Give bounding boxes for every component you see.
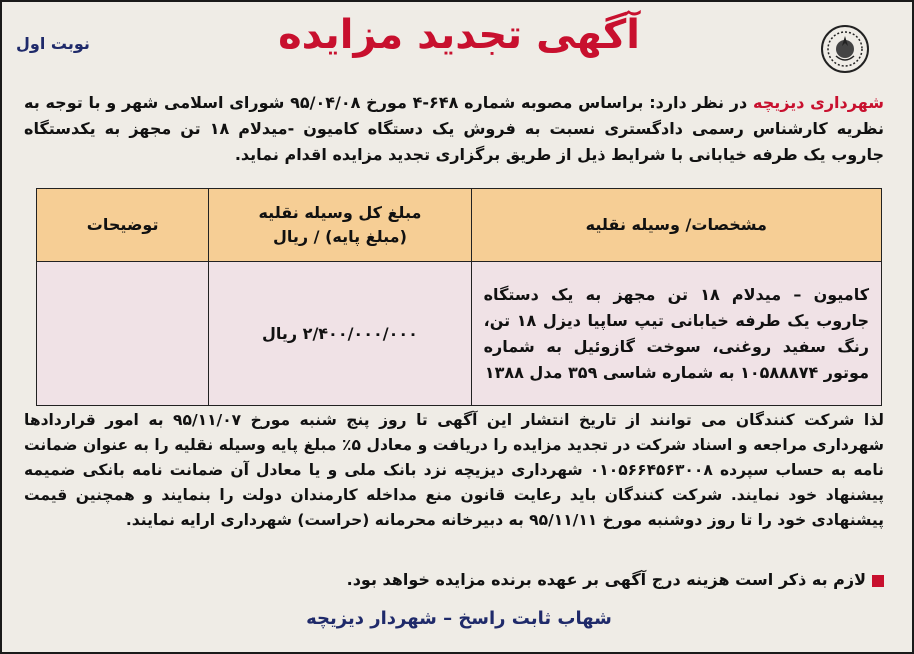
organization-name: شهرداری دیزیچه — [753, 93, 884, 112]
table-row — [37, 262, 882, 406]
page-title: آگهی تجدید مزایده — [278, 12, 640, 58]
note-line — [24, 570, 884, 589]
signature: شهاب ثابت راسخ – شهردار دیزیچه — [306, 608, 612, 629]
conditions-paragraph: لذا شرکت کنندگان می توانند از تاریخ انتشار این آگهی تا روز پنج شنبه مورخ ۹۵/۱۱/۰۷ به امور قراردادها شهرداری مراجعه و اسناد شرکت در تجدید مزایده را دریافت و معادل ۵٪ مبلغ پایه وسیله نقلیه را به عنوان ضمانت نامه به حساب سپرده ۰۱۰۵۶۶۴۵۶۳۰۰۸ شهرداری دیزیچه نزد بانک ملی و یا معادل آن ضمانت نامه بانکی ضمیمه پیشنهاد خود نمایند. شرکت کنندگان باید رعایت قانون منع مداخله کارمندان دولت را بنمایند و همچنین قیمت پیشنهادی خود را تا روز دوشنبه مورخ ۹۵/۱۱/۱۱ به دبیرخانه محرمانه (حراست) شهرداری ارایه نمایند. — [24, 411, 884, 529]
header-spec: مشخصات/ وسیله نقلیه — [471, 189, 881, 262]
header-price — [209, 189, 471, 262]
table-header-row — [37, 189, 882, 262]
cell-spec: کامیون – میدلام ۱۸ تن مجهز به یک دستگاه جاروب یک طرفه خیابانی تیپ ساپیا دیزل ۱۸ تن، رنگ سفید روغنی، سوخت گازوئیل به شماره موتور ۱۰۵۸۸۸۷۴ به شماره شاسی ۳۵۹ مدل ۱۳۸۸ — [471, 262, 881, 406]
header-notes: توضیحات — [37, 189, 209, 262]
cell-price: ۲/۴۰۰/۰۰۰/۰۰۰ ریال — [209, 262, 471, 406]
note-text: لازم به ذکر است هزینه درج آگهی بر عهده برنده مزایده خواهد بود. — [346, 570, 866, 589]
intro-text: در نظر دارد: براساس مصوبه شماره ۶۴۸-۴ مورخ ۹۵/۰۴/۰۸ شورای اسلامی شهر و با توجه به نظریه کارشناس رسمی دادگستری نسبت به فروش یک دستگاه کامیون -میدلام ۱۸ تن مجهز به یکدستگاه جاروب یک طرفه خیابانی با شرایط ذیل از طریق برگزاری تجدید مزایده اقدام نماید. — [24, 93, 884, 164]
intro-paragraph — [24, 90, 884, 168]
header-price-line1: مبلغ کل وسیله نقلیه — [258, 203, 422, 222]
cell-notes — [37, 262, 209, 406]
bullet-square-icon — [872, 575, 884, 587]
edition-label: نوبت اول — [16, 34, 90, 53]
header-price-line2: (مبلغ پایه) / ریال — [272, 227, 407, 246]
vehicle-table — [36, 188, 882, 406]
